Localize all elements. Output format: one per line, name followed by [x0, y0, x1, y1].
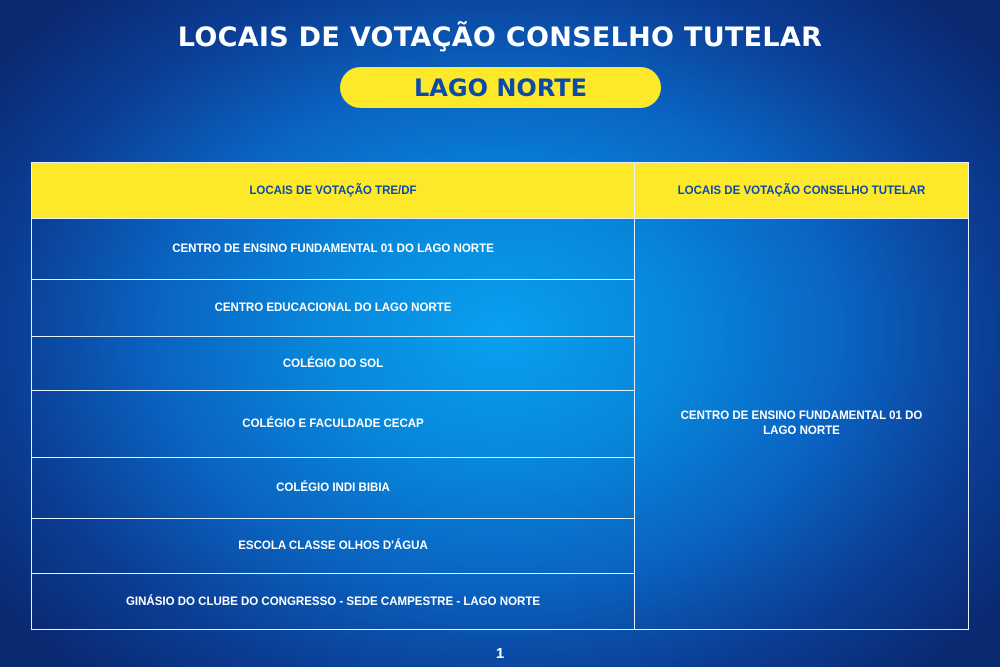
table-row: CENTRO EDUCACIONAL DO LAGO NORTE [32, 280, 634, 337]
voting-locations-table [31, 162, 969, 630]
region-label: LAGO NORTE [414, 73, 587, 102]
table-header-tre: LOCAIS DE VOTAÇÃO TRE/DF [32, 163, 634, 219]
table-row: COLÉGIO DO SOL [32, 337, 634, 391]
table-row: CENTRO DE ENSINO FUNDAMENTAL 01 DO LAGO NORTE [32, 219, 634, 280]
table-row: COLÉGIO E FACULDADE CECAP [32, 391, 634, 458]
table-row: GINÁSIO DO CLUBE DO CONGRESSO - SEDE CAMPESTRE - LAGO NORTE [125, 595, 541, 608]
table-row: ESCOLA CLASSE OLHOS D'ÁGUA [32, 519, 634, 574]
page-title: LOCAIS DE VOTAÇÃO CONSELHO TUTELAR [177, 22, 823, 53]
page-number: 1 [495, 645, 505, 662]
table-header-conselho: LOCAIS DE VOTAÇÃO CONSELHO TUTELAR [635, 163, 968, 219]
tre-column [32, 163, 635, 629]
table-row: COLÉGIO INDI BIBIA [32, 458, 634, 519]
conselho-location-cell [635, 219, 968, 629]
region-badge [340, 67, 661, 108]
conselho-location-text: CENTRO DE ENSINO FUNDAMENTAL 01 DO LAGO NORTE [680, 410, 923, 437]
conselho-column [635, 163, 968, 629]
